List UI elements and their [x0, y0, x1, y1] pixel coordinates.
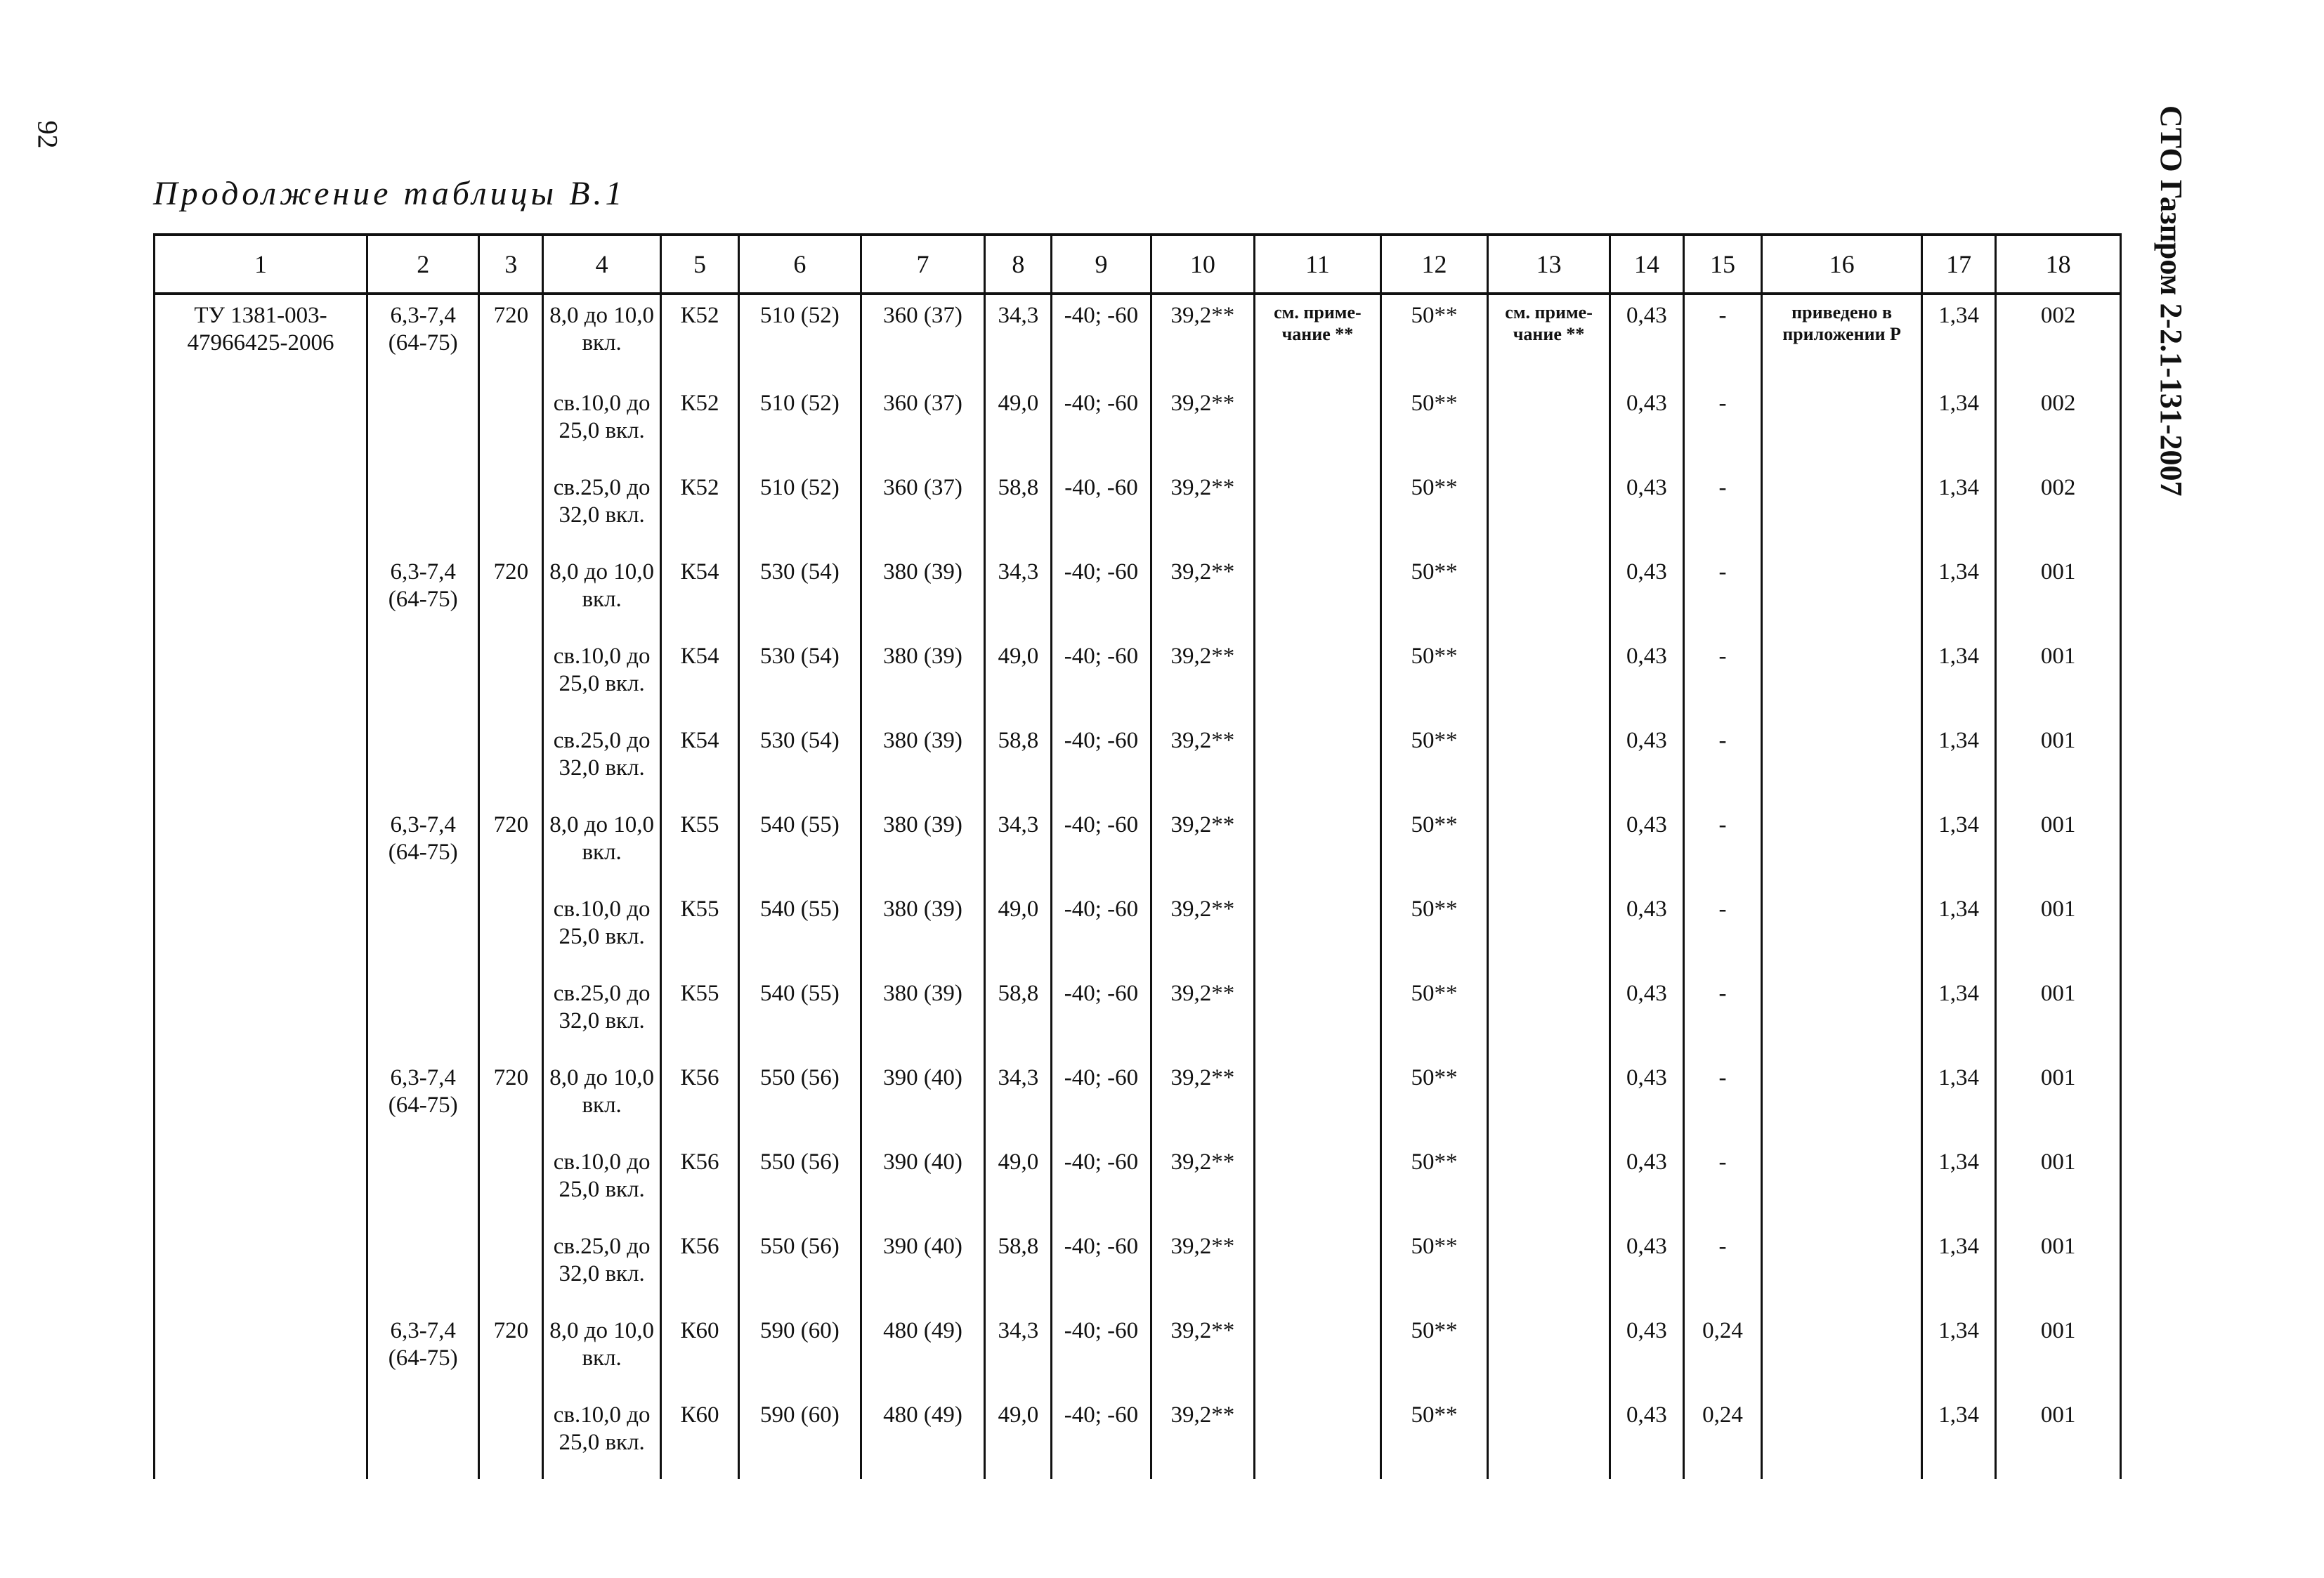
table-caption: Продолжение таблицы В.1	[153, 175, 626, 212]
table-cell-col-9: -40, -60	[1052, 467, 1151, 552]
column-header-6: 6	[739, 235, 861, 294]
table-cell-col-7: 380 (39)	[861, 804, 985, 889]
table-cell-col-17: 1,34	[1922, 720, 1996, 804]
column-header-7: 7	[861, 235, 985, 294]
table-cell-col-13	[1488, 552, 1610, 636]
table-cell-col-14: 0,43	[1610, 636, 1683, 720]
table-cell-col-5: К60	[660, 1310, 738, 1395]
table-cell-col-7: 380 (39)	[861, 973, 985, 1057]
table-cell-col-5: К60	[660, 1395, 738, 1479]
table-cell-col-15: 0,24	[1683, 1310, 1761, 1395]
table-cell-col-9: -40; -60	[1052, 973, 1151, 1057]
table-cell-col-17: 1,34	[1922, 804, 1996, 889]
table-cell-col-3: 720	[479, 1310, 543, 1395]
table-cell-col-14: 0,43	[1610, 1226, 1683, 1310]
table-cell-col-1	[155, 1226, 367, 1310]
column-header-14: 14	[1610, 235, 1683, 294]
table-cell-col-12: 50**	[1380, 636, 1487, 720]
table-cell-col-10: 39,2**	[1151, 973, 1254, 1057]
table-cell-col-12: 50**	[1380, 720, 1487, 804]
table-cell-col-8: 49,0	[985, 636, 1052, 720]
table-cell-col-15: -	[1683, 973, 1761, 1057]
table-cell-col-13	[1488, 889, 1610, 973]
table-cell-col-16	[1761, 1226, 1921, 1310]
table-cell-col-2	[367, 1142, 479, 1226]
table-cell-col-4: св.10,0 до 25,0 вкл.	[543, 1142, 661, 1226]
table-cell-col-5: К56	[660, 1057, 738, 1142]
table-cell-col-1	[155, 973, 367, 1057]
table-cell-col-1	[155, 720, 367, 804]
specification-table	[153, 233, 2122, 1479]
table-cell-col-2: 6,3-7,4 (64-75)	[367, 1057, 479, 1142]
table-cell-col-18: 001	[1996, 720, 2121, 804]
table-cell-col-17: 1,34	[1922, 973, 1996, 1057]
table-cell-col-15: -	[1683, 720, 1761, 804]
table-cell-col-3: 720	[479, 294, 543, 383]
table-cell-col-13: см. приме-чание **	[1488, 294, 1610, 383]
table-cell-col-3	[479, 720, 543, 804]
table-cell-col-4: св.25,0 до 32,0 вкл.	[543, 720, 661, 804]
table-cell-col-18: 002	[1996, 467, 2121, 552]
table-cell-col-1	[155, 1310, 367, 1395]
table-cell-col-14: 0,43	[1610, 552, 1683, 636]
column-header-1: 1	[155, 235, 367, 294]
table-cell-col-10: 39,2**	[1151, 889, 1254, 973]
table-cell-col-7: 380 (39)	[861, 720, 985, 804]
table-cell-col-1	[155, 804, 367, 889]
table-cell-col-8: 49,0	[985, 889, 1052, 973]
column-header-13: 13	[1488, 235, 1610, 294]
table-cell-col-10: 39,2**	[1151, 1310, 1254, 1395]
table-cell-col-16	[1761, 383, 1921, 467]
table-cell-col-11: см. приме-чание **	[1255, 294, 1381, 383]
table-cell-col-18: 002	[1996, 383, 2121, 467]
table-cell-col-10: 39,2**	[1151, 383, 1254, 467]
table-cell-col-7: 380 (39)	[861, 889, 985, 973]
table-cell-col-7: 480 (49)	[861, 1395, 985, 1479]
table-cell-col-7: 380 (39)	[861, 636, 985, 720]
table-cell-col-6: 530 (54)	[739, 552, 861, 636]
table-cell-col-9: -40; -60	[1052, 294, 1151, 383]
table-cell-col-17: 1,34	[1922, 1057, 1996, 1142]
table-cell-col-14: 0,43	[1610, 294, 1683, 383]
column-header-15: 15	[1683, 235, 1761, 294]
table-cell-col-11	[1255, 889, 1381, 973]
table-cell-col-11	[1255, 1395, 1381, 1479]
document-code: СТО Газпром 2-2.1-131-2007	[2154, 105, 2188, 497]
table-cell-col-17: 1,34	[1922, 1395, 1996, 1479]
table-cell-col-8: 58,8	[985, 973, 1052, 1057]
table-cell-col-11	[1255, 552, 1381, 636]
table-header	[155, 235, 2121, 294]
table-cell-col-6: 510 (52)	[739, 467, 861, 552]
column-header-9: 9	[1052, 235, 1151, 294]
table-cell-col-18: 001	[1996, 636, 2121, 720]
column-header-12: 12	[1380, 235, 1487, 294]
table-cell-col-18: 001	[1996, 1226, 2121, 1310]
table-cell-col-10: 39,2**	[1151, 1057, 1254, 1142]
table-cell-col-4: св.10,0 до 25,0 вкл.	[543, 383, 661, 467]
table-cell-col-17: 1,34	[1922, 636, 1996, 720]
table-cell-col-12: 50**	[1380, 1395, 1487, 1479]
table-row	[155, 294, 2121, 383]
table-cell-col-2	[367, 1226, 479, 1310]
table-cell-col-3	[479, 636, 543, 720]
table-cell-col-15: -	[1683, 552, 1761, 636]
table-cell-col-14: 0,43	[1610, 1142, 1683, 1226]
table-cell-col-4: 8,0 до 10,0 вкл.	[543, 294, 661, 383]
table-cell-col-10: 39,2**	[1151, 1142, 1254, 1226]
table-cell-col-9: -40; -60	[1052, 383, 1151, 467]
table-cell-col-15: -	[1683, 1057, 1761, 1142]
table-cell-col-5: К52	[660, 467, 738, 552]
table-cell-col-12: 50**	[1380, 804, 1487, 889]
table-cell-col-17: 1,34	[1922, 467, 1996, 552]
table-cell-col-3	[479, 467, 543, 552]
table-cell-col-12: 50**	[1380, 1142, 1487, 1226]
table-cell-col-5: К56	[660, 1142, 738, 1226]
table-cell-col-4: 8,0 до 10,0 вкл.	[543, 1057, 661, 1142]
table-cell-col-2	[367, 467, 479, 552]
table-cell-col-7: 390 (40)	[861, 1226, 985, 1310]
table-cell-col-3	[479, 1142, 543, 1226]
table-cell-col-6: 590 (60)	[739, 1310, 861, 1395]
table-cell-col-5: К55	[660, 973, 738, 1057]
table-cell-col-4: св.25,0 до 32,0 вкл.	[543, 973, 661, 1057]
table-row	[155, 973, 2121, 1057]
header-row	[155, 235, 2121, 294]
table-cell-col-13	[1488, 467, 1610, 552]
table-cell-col-1	[155, 1395, 367, 1479]
table-cell-col-9: -40; -60	[1052, 1310, 1151, 1395]
table-cell-col-1	[155, 552, 367, 636]
table-cell-col-5: К54	[660, 720, 738, 804]
table-cell-col-13	[1488, 720, 1610, 804]
column-header-5: 5	[660, 235, 738, 294]
table-cell-col-7: 360 (37)	[861, 383, 985, 467]
table-cell-col-7: 480 (49)	[861, 1310, 985, 1395]
table-cell-col-14: 0,43	[1610, 720, 1683, 804]
table-cell-col-14: 0,43	[1610, 467, 1683, 552]
table-cell-col-11	[1255, 636, 1381, 720]
table-cell-col-9: -40; -60	[1052, 1226, 1151, 1310]
table-cell-col-8: 58,8	[985, 720, 1052, 804]
table-cell-col-11	[1255, 467, 1381, 552]
table-row	[155, 383, 2121, 467]
table-cell-col-4: св.10,0 до 25,0 вкл.	[543, 1395, 661, 1479]
table-cell-col-9: -40; -60	[1052, 552, 1151, 636]
table-body	[155, 294, 2121, 1479]
table-cell-col-3	[479, 973, 543, 1057]
table-cell-col-4: св.25,0 до 32,0 вкл.	[543, 467, 661, 552]
table-cell-col-9: -40; -60	[1052, 720, 1151, 804]
table-cell-col-1	[155, 889, 367, 973]
table-cell-col-13	[1488, 804, 1610, 889]
table-cell-col-9: -40; -60	[1052, 1057, 1151, 1142]
table-cell-col-11	[1255, 1142, 1381, 1226]
table-cell-col-10: 39,2**	[1151, 804, 1254, 889]
table-cell-col-4: св.10,0 до 25,0 вкл.	[543, 889, 661, 973]
table-cell-col-15: -	[1683, 889, 1761, 973]
table-cell-col-16	[1761, 1142, 1921, 1226]
table-cell-col-2	[367, 973, 479, 1057]
table-cell-col-14: 0,43	[1610, 1057, 1683, 1142]
table-cell-col-3: 720	[479, 804, 543, 889]
table-cell-col-11	[1255, 383, 1381, 467]
table-cell-col-18: 001	[1996, 1395, 2121, 1479]
table-cell-col-15: -	[1683, 294, 1761, 383]
table-cell-col-9: -40; -60	[1052, 804, 1151, 889]
table-cell-col-6: 530 (54)	[739, 720, 861, 804]
table-cell-col-7: 380 (39)	[861, 552, 985, 636]
table-cell-col-9: -40; -60	[1052, 1395, 1151, 1479]
table-cell-col-16	[1761, 1310, 1921, 1395]
table-cell-col-12: 50**	[1380, 294, 1487, 383]
table-cell-col-1	[155, 636, 367, 720]
table-cell-col-2: 6,3-7,4 (64-75)	[367, 804, 479, 889]
table-row	[155, 552, 2121, 636]
table-cell-col-14: 0,43	[1610, 804, 1683, 889]
table-cell-col-5: К55	[660, 889, 738, 973]
table-cell-col-10: 39,2**	[1151, 467, 1254, 552]
table-cell-col-16	[1761, 720, 1921, 804]
column-header-16: 16	[1761, 235, 1921, 294]
column-header-18: 18	[1996, 235, 2121, 294]
table-cell-col-3	[479, 1226, 543, 1310]
table-cell-col-7: 360 (37)	[861, 467, 985, 552]
table-cell-col-4: 8,0 до 10,0 вкл.	[543, 1310, 661, 1395]
table-cell-col-17: 1,34	[1922, 383, 1996, 467]
table-cell-col-10: 39,2**	[1151, 552, 1254, 636]
table-row	[155, 1057, 2121, 1142]
table-cell-col-8: 58,8	[985, 467, 1052, 552]
table-cell-col-2: 6,3-7,4 (64-75)	[367, 552, 479, 636]
table-cell-col-10: 39,2**	[1151, 294, 1254, 383]
table-cell-col-13	[1488, 1142, 1610, 1226]
table-cell-col-16	[1761, 636, 1921, 720]
column-header-10: 10	[1151, 235, 1254, 294]
table-cell-col-15: -	[1683, 1142, 1761, 1226]
table-cell-col-6: 510 (52)	[739, 294, 861, 383]
table-cell-col-12: 50**	[1380, 383, 1487, 467]
table-cell-col-13	[1488, 1310, 1610, 1395]
table-cell-col-18: 001	[1996, 1142, 2121, 1226]
table-row	[155, 467, 2121, 552]
table-cell-col-6: 540 (55)	[739, 973, 861, 1057]
table-cell-col-9: -40; -60	[1052, 889, 1151, 973]
table-cell-col-4: 8,0 до 10,0 вкл.	[543, 804, 661, 889]
column-header-4: 4	[543, 235, 661, 294]
table-cell-col-6: 540 (55)	[739, 889, 861, 973]
table-cell-col-12: 50**	[1380, 889, 1487, 973]
table-cell-col-3: 720	[479, 552, 543, 636]
table-cell-col-18: 001	[1996, 973, 2121, 1057]
table-cell-col-6: 530 (54)	[739, 636, 861, 720]
column-header-11: 11	[1255, 235, 1381, 294]
column-header-17: 17	[1922, 235, 1996, 294]
table-cell-col-15: -	[1683, 467, 1761, 552]
table-row	[155, 804, 2121, 889]
table-cell-col-11	[1255, 973, 1381, 1057]
table-cell-col-11	[1255, 1057, 1381, 1142]
table-cell-col-3	[479, 889, 543, 973]
table-cell-col-16	[1761, 804, 1921, 889]
column-header-8: 8	[985, 235, 1052, 294]
table-cell-col-18: 001	[1996, 889, 2121, 973]
table-cell-col-6: 540 (55)	[739, 804, 861, 889]
table-cell-col-8: 34,3	[985, 1310, 1052, 1395]
table-cell-col-6: 590 (60)	[739, 1395, 861, 1479]
table-cell-col-10: 39,2**	[1151, 1395, 1254, 1479]
table-cell-col-10: 39,2**	[1151, 636, 1254, 720]
table-cell-col-12: 50**	[1380, 1057, 1487, 1142]
table-cell-col-13	[1488, 1395, 1610, 1479]
table-cell-col-8: 34,3	[985, 294, 1052, 383]
table-cell-col-14: 0,43	[1610, 889, 1683, 973]
table-cell-col-18: 001	[1996, 552, 2121, 636]
table-cell-col-17: 1,34	[1922, 1226, 1996, 1310]
table-cell-col-14: 0,43	[1610, 383, 1683, 467]
table-cell-col-11	[1255, 1226, 1381, 1310]
table-cell-col-17: 1,34	[1922, 552, 1996, 636]
table-cell-col-17: 1,34	[1922, 889, 1996, 973]
table-cell-col-8: 34,3	[985, 1057, 1052, 1142]
table-cell-col-5: К54	[660, 636, 738, 720]
table-cell-col-15: -	[1683, 804, 1761, 889]
table-cell-col-17: 1,34	[1922, 1310, 1996, 1395]
table-cell-col-10: 39,2**	[1151, 1226, 1254, 1310]
table-cell-col-2	[367, 383, 479, 467]
table-cell-col-6: 550 (56)	[739, 1057, 861, 1142]
table-cell-col-4: 8,0 до 10,0 вкл.	[543, 552, 661, 636]
table-cell-col-6: 510 (52)	[739, 383, 861, 467]
table-cell-col-17: 1,34	[1922, 1142, 1996, 1226]
table-row	[155, 1226, 2121, 1310]
table-cell-col-5: К55	[660, 804, 738, 889]
page-number: 92	[32, 120, 64, 149]
table-cell-col-5: К52	[660, 294, 738, 383]
table-cell-col-7: 390 (40)	[861, 1057, 985, 1142]
table-cell-col-16	[1761, 1395, 1921, 1479]
table-cell-col-12: 50**	[1380, 467, 1487, 552]
table-cell-col-1	[155, 1142, 367, 1226]
table-cell-col-3: 720	[479, 1057, 543, 1142]
table-cell-col-8: 34,3	[985, 804, 1052, 889]
table-cell-col-2	[367, 636, 479, 720]
table-cell-col-12: 50**	[1380, 552, 1487, 636]
table-cell-col-11	[1255, 1310, 1381, 1395]
table-cell-col-7: 360 (37)	[861, 294, 985, 383]
table-cell-col-18: 001	[1996, 804, 2121, 889]
table-cell-col-2: 6,3-7,4 (64-75)	[367, 1310, 479, 1395]
table-cell-col-13	[1488, 1057, 1610, 1142]
table-cell-col-3	[479, 1395, 543, 1479]
table-cell-col-13	[1488, 383, 1610, 467]
table-cell-col-4: св.10,0 до 25,0 вкл.	[543, 636, 661, 720]
table-cell-col-7: 390 (40)	[861, 1142, 985, 1226]
table-cell-col-13	[1488, 973, 1610, 1057]
table-cell-col-13	[1488, 636, 1610, 720]
table-cell-col-8: 49,0	[985, 383, 1052, 467]
table-cell-col-2	[367, 720, 479, 804]
table-cell-col-9: -40; -60	[1052, 636, 1151, 720]
table-cell-col-6: 550 (56)	[739, 1226, 861, 1310]
table-cell-col-16	[1761, 467, 1921, 552]
table-cell-col-1	[155, 383, 367, 467]
table-cell-col-8: 49,0	[985, 1395, 1052, 1479]
table-cell-col-2: 6,3-7,4 (64-75)	[367, 294, 479, 383]
table-cell-col-8: 58,8	[985, 1226, 1052, 1310]
table-cell-col-5: К54	[660, 552, 738, 636]
table-cell-col-18: 001	[1996, 1057, 2121, 1142]
table-cell-col-8: 34,3	[985, 552, 1052, 636]
table-row	[155, 720, 2121, 804]
table-cell-col-15: -	[1683, 636, 1761, 720]
table-cell-col-15: -	[1683, 1226, 1761, 1310]
table-cell-col-1: ТУ 1381-003-47966425-2006	[155, 294, 367, 383]
table-row	[155, 636, 2121, 720]
table-cell-col-2	[367, 1395, 479, 1479]
table-cell-col-9: -40; -60	[1052, 1142, 1151, 1226]
table-cell-col-16	[1761, 889, 1921, 973]
table-cell-col-3	[479, 383, 543, 467]
table-row	[155, 889, 2121, 973]
table-cell-col-18: 002	[1996, 294, 2121, 383]
table-cell-col-11	[1255, 804, 1381, 889]
table-cell-col-1	[155, 467, 367, 552]
table-cell-col-15: 0,24	[1683, 1395, 1761, 1479]
table-cell-col-5: К52	[660, 383, 738, 467]
table-cell-col-2	[367, 889, 479, 973]
table-row	[155, 1395, 2121, 1479]
table-cell-col-11	[1255, 720, 1381, 804]
table-cell-col-17: 1,34	[1922, 294, 1996, 383]
table-row	[155, 1310, 2121, 1395]
table-cell-col-18: 001	[1996, 1310, 2121, 1395]
table-cell-col-12: 50**	[1380, 1226, 1487, 1310]
column-header-2: 2	[367, 235, 479, 294]
table-cell-col-14: 0,43	[1610, 1310, 1683, 1395]
table-cell-col-16	[1761, 552, 1921, 636]
table-cell-col-15: -	[1683, 383, 1761, 467]
table-cell-col-10: 39,2**	[1151, 720, 1254, 804]
table-row	[155, 1142, 2121, 1226]
table-cell-col-16: приведено в приложении Р	[1761, 294, 1921, 383]
table-cell-col-13	[1488, 1226, 1610, 1310]
table-cell-col-16	[1761, 1057, 1921, 1142]
column-header-3: 3	[479, 235, 543, 294]
table-cell-col-12: 50**	[1380, 973, 1487, 1057]
table-cell-col-14: 0,43	[1610, 1395, 1683, 1479]
table-cell-col-5: К56	[660, 1226, 738, 1310]
table-cell-col-16	[1761, 973, 1921, 1057]
table-cell-col-6: 550 (56)	[739, 1142, 861, 1226]
table-cell-col-8: 49,0	[985, 1142, 1052, 1226]
table-cell-col-12: 50**	[1380, 1310, 1487, 1395]
table-cell-col-4: св.25,0 до 32,0 вкл.	[543, 1226, 661, 1310]
table-cell-col-1	[155, 1057, 367, 1142]
table-cell-col-14: 0,43	[1610, 973, 1683, 1057]
